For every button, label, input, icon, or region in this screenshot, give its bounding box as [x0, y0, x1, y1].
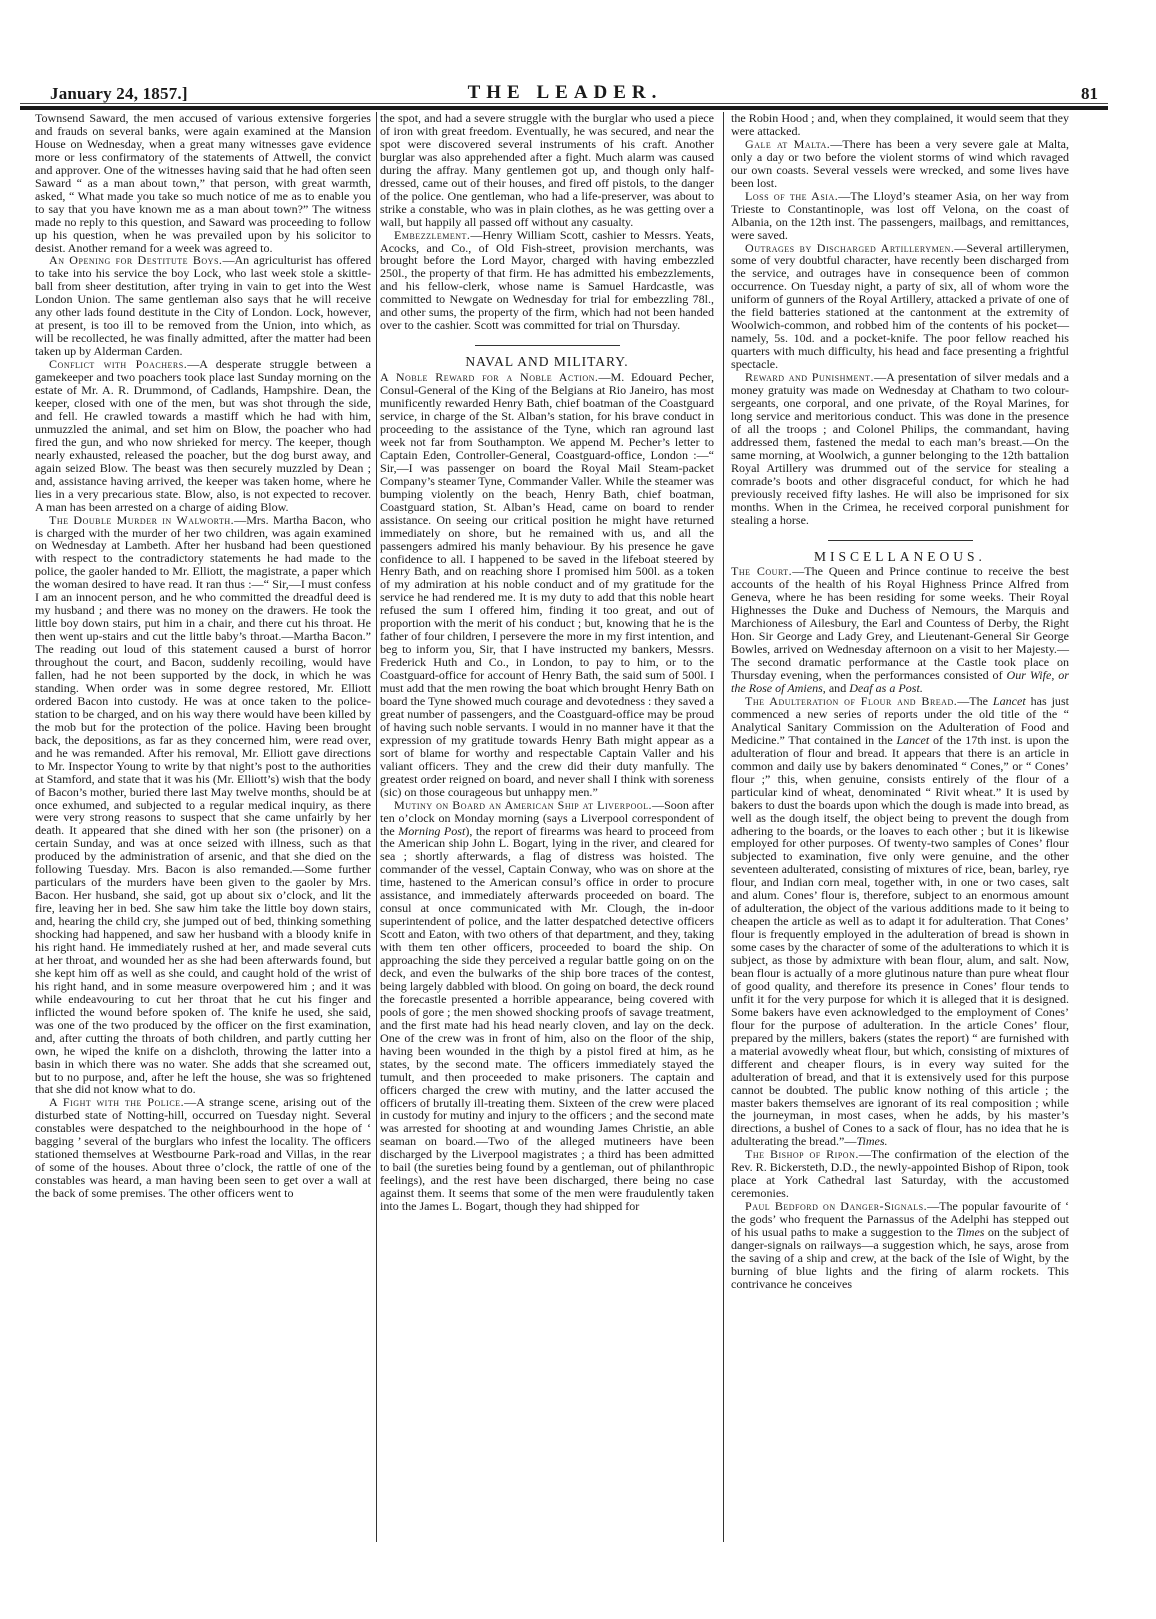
article-heading: The Court. [731, 564, 793, 579]
article-embezzlement [380, 229, 714, 333]
article-italic: Times. [856, 1134, 888, 1149]
article-heading: A Noble Reward for a Noble Action. [380, 370, 599, 385]
article-body: —A desperate struggle between a gamekeeper and two poachers took place last Sunday morning on the estate of Mr. A. R. Drummond, of Cadlands, Hampshire. Dean, the keeper, closed with one of the men, but was shot through the side, and fell. He crawled towards a mastiff which he had with him, unmuzzled the animal, and set him on Blow, the poacher who had fired the gun, and who now shrieked for mercy. The keeper, though nearly exhausted, released the poacher, but the dog burst away, and again seized Blow. The beast was then securely muzzled by Dean ; and, assistance having arrived, the keeper was taken home, where he lies in a very precarious state. Blow, also, is not expected to recover. A man has been arrested on a charge of aiding Blow. [35, 357, 371, 514]
article-body: of the 17th inst. is upon the adulteration of flour and bread. It appears that there is an article in common and daily use by bakers denominated “ Cones,” or “ Cones’ flour ;” this, when genuine, consists entirely of the flour of a particular kind of wheat, denominated “ Rivit wheat.” It is used by bakers to dust the boards upon which the dough is made into bread, as well as the dough itself, the object being to prevent the dough from adhering to the boards, or the loaves to each other ; but it is likewise employed for other purposes. Of twenty-two samples of Cones’ flour subjected to examination, five only were genuine, and the other seventeen adulterated, consisting of mixtures of rice, bean, barley, rye flour, and Indian corn meal, together with, in one or two cases, salt and alum. Cones’ flour is, therefore, subject to an enormous amount of adulteration, the object of the various additions made to it being to cheapen the article as well as to adapt it for adulteration. That Cones’ flour is frequently employed in the adulteration of bread is shown in some cases by the character of some of the adulterations to which it is subject, as those by admixture with bean flour, alum, and salt. Now, bean flour is actually of a more glutinous nature than pure wheat flour of good quality, and therefore its presence in Cones’ flour tends to unfit it for the very purpose for which it is alleged that it is designed. Some bakers have even acknowledged to the employment of Cones’ flour for the purpose of adulteration. In the article Cones’ flour, prepared by the millers, bakers (states the report) “ are furnished with a material avowedly wheat flour, but which, consisting of mixtures of different and cheaper flours, is in every way suited for the adulteration of bread, and that it is extensively used for this purpose cannot be doubted. The public know nothing of this article ; the master bakers themselves are ignorant of its real composition ; while the journeyman, in most cases, when he adds, by his master’s directions, a bushel of Cones to a sack of flour, has no idea that he is adulterating the bread.”— [731, 732, 1069, 1149]
section-title-naval-military: NAVAL AND MILITARY. [465, 354, 629, 370]
masthead [20, 82, 1110, 108]
article-heading: Mutiny on Board an American Ship at Liverpool. [394, 797, 653, 812]
article-italic: Lancet [896, 732, 930, 747]
column-2 [380, 112, 714, 1213]
article-heading: The Adulteration of Flour and Bread. [745, 693, 958, 708]
article-body: —There has been a very severe gale at Malta, only a day or two before the violent storms of wind which ravaged our own coasts. Several vessels were wrecked, and some lives have been lost. [731, 136, 1069, 190]
article-paragraph [35, 112, 371, 254]
issue-date: January 24, 1857.] [50, 84, 188, 103]
article-body: —Several artillerymen, some of very doubtful character, have recently been discharged from the service, and outrages have in consequence been of common occurrence. On Tuesday night, a party of six, all of whom wore the uniform of gunners of the Royal Artillery, attacked a private of one of the field batteries stationed at the cantonment at the extremity of Woolwich-common, and robbed him of the contents of his pocket—namely, 5s. 10d. and a pocket-knife. The poor fellow reached his quarters with much difficulty, his head and face presenting a frightful spectacle. [731, 240, 1069, 372]
article-body: —The popular favourite of ‘ the gods’ who frequent the Parnassus of the Adelphi has stepped out of his usual paths to make a suggestion to the [731, 1199, 1069, 1240]
newspaper-title: THE LEADER. [467, 82, 663, 103]
article-heading: Reward and Punishment. [745, 370, 875, 385]
column-divider [376, 112, 377, 1542]
article-body: and [825, 681, 850, 696]
column-divider [723, 112, 724, 1542]
header-rule-thin [20, 103, 1108, 104]
article-paul-bedford [731, 1200, 1069, 1291]
article-body: —The Queen and Prince continue to receive the best accounts of the health of his Royal Highness Prince Alfred from Geneva, where he has been residing for some weeks. Their Royal Highnesses the Duke and Duchess of Nemours, the Marquis and Marchioness of Ailesbury, the Earl and Countess of Derby, the Right Hon. Sir George and Lady Grey, and Lieutenant-General Sir George Bowles, arrived on Wednesday afternoon on a visit to her Majesty.—The second dramatic performance at the Castle took place on Thursday evening, when the performances consisted of [731, 564, 1069, 683]
article-double-murder [35, 514, 371, 1097]
article-body: —A strange scene, arising out of the disturbed state of Notting-hill, occurred on Tuesday night. Several constables were despatched to the neighbourhood in the hope of ‘ bagging ’ several of the burglars who infest the locality. The officers stationed themselves at Westbourne Park-road and Villas, in the rear of some of the houses. About three o’clock, the rattle of one of the constables was heard, a man having been seen to get over a wall at the back of some premises. The other officers went to [35, 1095, 371, 1201]
article-heading: The Double Murder in Walworth. [49, 512, 235, 527]
article-paragraph [380, 112, 714, 229]
column-1 [35, 112, 371, 1200]
article-body: —The confirmation of the election of the Rev. R. Bickersteth, D.D., the newly-appointed Bishop of Ripon, took place at York Cathedral last Saturday, with the accustomed ceremonies. [731, 1147, 1070, 1201]
article-adulteration [731, 695, 1069, 1148]
page-number: 81 [1081, 84, 1098, 103]
article-body: has just commenced a new series of reports under the old title of the “ Analytical Sanitary Commission on the Adulteration of Food and Medicine.” That contained in the [731, 693, 1069, 747]
article-body: the spot, and had a severe struggle with the burglar who used a piece of iron with great freedom. Eventually, he was secured, and near the spot were discovered several instruments of his craft. Another burglar was also apprehended after a fight. Much alarm was caused during the affray. Many gentlemen got up, and though only half-dressed, came out of their houses, and fired off pistols, to the danger of the police. One gentleman, who had a life-preserver, was about to strike a constable, who was in plain clothes, as he was getting over a wall, but happily all passed off without any casualty. [380, 111, 714, 229]
article-heading: The Bishop of Ripon. [745, 1147, 859, 1162]
article-italic: Lancet [992, 693, 1026, 708]
section-divider [475, 345, 620, 346]
article-conflict-poachers [35, 358, 371, 513]
article-heading: Outrages by Discharged Artillerymen. [745, 240, 955, 255]
article-opening-destitute-boys [35, 254, 371, 358]
section-title-miscellaneous: MISCELLANEOUS. [814, 548, 986, 564]
article-body: —An agriculturist has offered to take into his service the boy Lock, who last week stole a skittle-ball from sheer destitution, after trying in vain to get into the West London Union. The same gentleman also says that he will receive any other lads found destitute in the City of London. Lock, however, at present, is too ill to be removed from the Union, into which, as will be recollected, he was finally admitted, after the matter had been taken up by Alderman Carden. [35, 253, 371, 359]
article-body: ), the report of firearms was heard to proceed from the American ship John L. Bogart, lying in the river, and cleared for sea ; shortly afterwards, a flag of distress was hoisted. The commander of the vessel, Captain Conway, who was on shore at the time, hastened to the American consul’s office in order to procure assistance, and immediately afterwards proceeded on board. The consul at once communicated with Mr. Clough, the in-door superintendent of police, and the latter despatched detective officers Scott and Eaton, with two others of that department, and they, taking with them ten other officers, proceeded to board the ship. On approaching the side they perceived a regular battle going on on the deck, and even the bulwarks of the ship bore traces of the contest, being largely dabbled with blood. On going on board, the deck round the forecastle presented a horrible appearance, being covered with pools of gore ; the men showed shocking proofs of savage treatment, and the first mate had his head nearly cloven, and lay on the deck. One of the crew was in front of him, also on the floor of the ship, having been wounded in the thigh by a pistol fired at him, as he states, by the second mate. The officers immediately stayed the tumult, and then proceeded to make prisoners. The captain and officers charged the crew with mutiny, and the latter accused the officers of brutally ill-treating them. Sixteen of the crew were placed in custody for mutiny and injury to the officers ; and the second mate was arrested for shooting at and wounding James Christie, an able seaman on board.—Two of the alleged mutineers have been discharged by the Liverpool magistrates ; a third has been admitted to bail (the sureties being found by a gentleman, out of philanthropic feelings), and the rest have been discharged, there being no case against them. It seems that some of the men were fraudulently taken into the James L. Bogart, though they had shipped for [380, 823, 714, 1214]
article-noble-reward [380, 371, 714, 798]
article-loss-asia [731, 190, 1069, 242]
article-body: —Soon after ten o’clock on Monday morning (says a Liverpool correspondent of the [380, 797, 714, 838]
section-divider [828, 540, 973, 541]
article-gale-malta [731, 138, 1069, 190]
article-fight-police [35, 1096, 371, 1200]
article-heading: Paul Bedford on Danger-Signals. [745, 1199, 928, 1214]
article-body: —M. Edouard Pecher, Consul-General of the King of the Belgians at Rio Janeiro, has most munificently rewarded Henry Bath, chief boatman of the Coastguard service, in charge of the St. Alban’s station, for his brave conduct in proceeding to the assistance of the Tyne, which ran aground last week not far from Southampton. We append M. Pecher’s letter to Captain Eden, Controller-General, Coastguard-office, London :—“ Sir,—I was passenger on board the Royal Mail Steam-packet Company’s steamer Tyne, Commander Valler. While the steamer was bumping violently on the beach, Henry Bath, chief boatman, Coastguard station, St. Alban’s Head, came on board to render assistance. On seeing our critical position he might have returned immediately on shore, but he remained with us, and all the passengers admired his manly behaviour. By his presence he gave confidence to all. I happened to be saved in the lifeboat steered by Henry Bath, and on reaching shore I promised him 500l. as a token of my admiration at his noble conduct and of my gratitude for the service he had rendered me. It is my duty to add that this noble heart refused the sum I offered him, finding it too great, and out of proportion with the merit of his conduct ; but, knowing that he is the father of four children, I persevere the more in my first intention, and beg to inform you, Sir, that I have instructed my bankers, Messrs. Frederick Huth and Co., in London, to pay to him, or to the Coastguard-office for account of Henry Bath, the said sum of 500l. I must add that the men rowing the boat which brought Henry Bath on board the Tyne showed much courage and devotedness : they saved a great number of passengers, and the Coastguard-office may be proud of having such noble servants. I would in no manner have it that the expression of my gratitude towards Henry Bath might appear as a sort of blame for worthy and respectable Captain Valler and his valiant officers. They and the crew did their duty manfully. The greatest order reigned on board, and never shall I think with soreness (sic) on those courageous but unhappy men.” [380, 370, 714, 799]
article-italic: Deaf as a Post. [849, 681, 923, 696]
article-heading: Embezzlement. [394, 227, 471, 242]
article-body: —The [957, 693, 993, 708]
article-paragraph [731, 112, 1069, 138]
article-heading: Loss of the Asia. [745, 188, 839, 203]
article-body: Townsend Saward, the men accused of various extensive forgeries and frauds on several banks, were again examined at the Mansion House on Wednesday, when a great many witnesses gave evidence more or less confirmatory of the statements of Attwell, the convict and approver. One of the witnesses having said that he had often seen Saward “ as a man about town,” that person, with great warmth, asked, “ What made you take so much notice of me as to enable you to say that you have known me as a man about town?” The witness made no reply to this question, and Saward was proceeding to follow up his question, when he was prevailed upon by his solicitor to desist. Another remand for a week was agreed to. [35, 111, 371, 255]
article-italic: Morning Post [398, 823, 466, 838]
article-outrages-artillerymen [731, 242, 1069, 372]
article-heading: A Fight with the Police. [49, 1095, 185, 1110]
article-heading: An Opening for Destitute Boys. [49, 253, 223, 268]
article-body: —A presentation of silver medals and a money gratuity was made on Wednesday at Chatham to two colour-sergeants, one corporal, and one private, of the Royal Marines, for long service and meritorious conduct. This was done in the presence of all the troops ; and Colonel Philips, the commandant, having addressed them, fastened the medal to each man’s breast.—On the same morning, at Woolwich, a gunner belonging to the 12th battalion Royal Artillery was drummed out of the service for stealing a comrade’s boots and other disgraceful conduct, for which he had previously received fifty lashes. He will also be imprisoned for six months. When in the Crimea, he received corporal punishment for stealing a horse. [731, 370, 1069, 527]
header-rule-thick [20, 106, 1108, 110]
article-heading: Gale at Malta. [745, 136, 831, 151]
article-bishop-ripon [731, 1148, 1069, 1200]
column-3 [731, 112, 1069, 1291]
article-body: —Henry William Scott, cashier to Messrs. Yeats, Acocks, and Co., of Old Fish-street, provision merchants, was brought before the Lord Mayor, charged with having embezzled 250l., the property of that firm. He has admitted his embezzlements, and his fellow-clerk, whose name is Samuel Hardcastle, was committed to Newgate on Wednesday for trial for embezzling 78l., and other sums, the property of the firm, which had not been handed over to the cashier. Scott was committed for trial on Thursday. [380, 227, 714, 333]
article-body: —The Lloyd’s steamer Asia, on her way from Trieste to Constantinople, was lost off Velona, on the coast of Albania, on the 12th inst. The passengers, mailbags, and remittances, were saved. [731, 188, 1069, 242]
article-italic: Times [956, 1225, 985, 1240]
article-mutiny [380, 799, 714, 1214]
article-heading: Conflict with Poachers. [49, 357, 188, 372]
article-reward-punishment [731, 371, 1069, 526]
article-the-court [731, 565, 1069, 695]
article-body: on the subject of danger-signals on railways—a suggestion which, he says, arose from the saving of a ship and crew, at the back of the Isle of Wight, by the burning of blue lights and the firing of alarm rockets. This contrivance he conceives [731, 1225, 1069, 1291]
article-body: —Mrs. Martha Bacon, who is charged with the murder of her two children, was again examined on Wednesday at Lambeth. After her husband had been questioned with respect to the contradictory statements he had made to the police, the gaoler handed to Mr. Elliott, the magistrate, a paper which the woman desired to have read. It ran thus :—“ Sir,—I must confess I am an innocent person, and he who committed the dreadful deed is my husband ; and there was no money on the drawers. He took the little boy down stairs, put him in a chair, and there cut his throat. He then went up-stairs and cut the little baby’s throat.—Martha Bacon.” The reading out loud of this statement caused a burst of horror throughout the court, and Bacon, suddenly recoiling, would have fallen, had he not been supported by the dock, in which he was standing. When order was in some degree restored, Mr. Elliott ordered Bacon into custody. He was at once taken to the police-station to be charged, and on his way there would have been killed by the mob but for the protection of the police. Having been brought back, the depositions, as far as they concerned him, were read over, and he was remanded. After his removal, Mr. Elliott gave directions to Mr. Inspector Young to write by that night’s post to the authorities at Stamford, and state that it was his (Mr. Elliott’s) wish that the body of Bacon’s mother, buried there last May twelve months, should be at once exhumed, and subjected to a regular medical inquiry, as there were very strong reasons to suspect that she came unfairly by her death. It appeared that she dined with her son (the prisoner) on a certain Sunday, and was at once seized with illness, such as that produced by the administration of arsenic, and that she died on the following Tuesday. Mrs. Bacon is also remanded.—Some further particulars of the murders have been given to the gaoler by Mrs. Bacon. Her husband, she said, got up about six o’clock, and lit the fire, leaving her in bed. She saw him take the little boy down stairs, and, hearing the child cry, she jumped out of bed, thinking something shocking had happened, and saw her husband with a bloody knife in his right hand. He immediately rushed at her, and made several cuts at her throat, and wounded her as she had been afterwards found, but she kept him off as well as she could, and caught hold of the wrist of his right hand, and in some measure overpowered him ; and it was while endeavouring to cut her throat that he cut his finger and inflicted the wound before spoken of. The knife he used, she said, was one of the two produced by the officer on the first examination, and, after cutting the throats of both children, and partly cutting her own, he wiped the knife on a dishcloth, throwing the latter into a basin in which there was no water. She adds that she screamed out, but to no purpose, and, after he left the house, she was so frightened that she did not know what to do. [35, 512, 371, 1097]
article-body: the Robin Hood ; and, when they complained, it would seem that they were attacked. [731, 111, 1069, 138]
article-italic: Our Wife, or the Rose of Amiens, [731, 668, 1069, 696]
